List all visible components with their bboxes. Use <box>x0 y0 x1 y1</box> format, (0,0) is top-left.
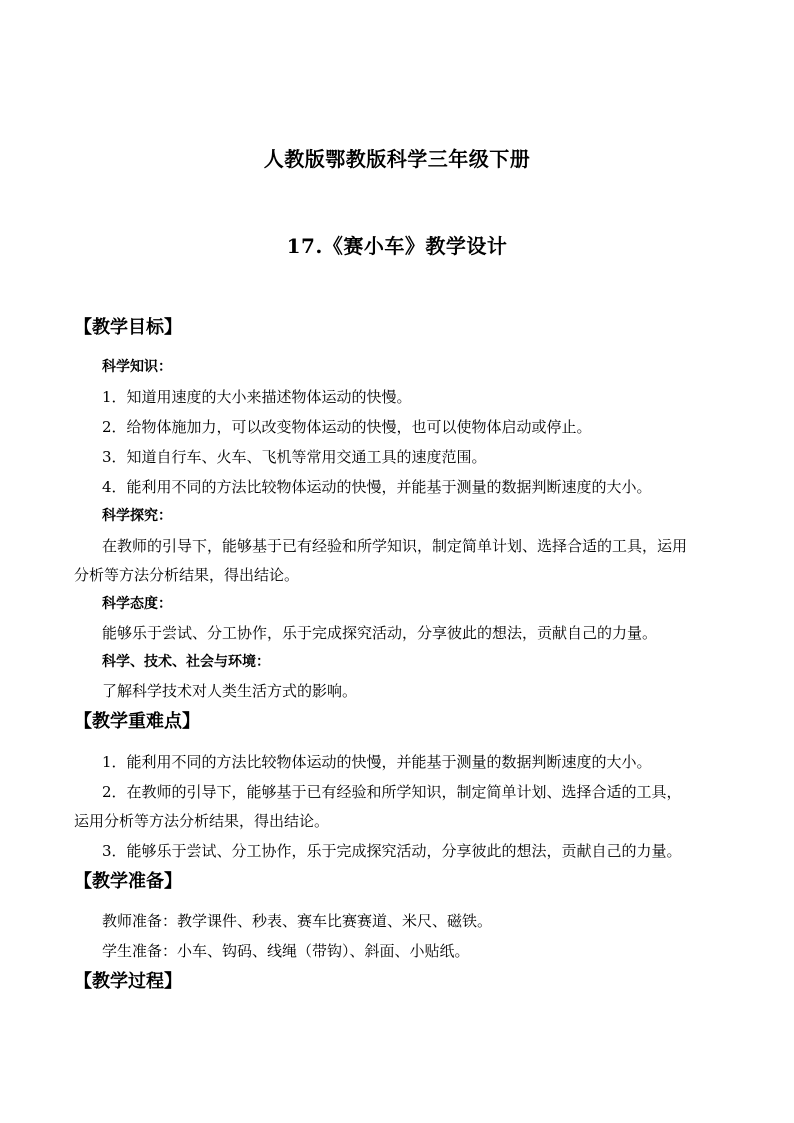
knowledge-item: 3．知道自行车、火车、飞机等常用交通工具的速度范围。 <box>102 448 487 466</box>
section-heading-key-points: 【教学重难点】 <box>74 711 200 732</box>
key-point-item: 1．能利用不同的方法比较物体运动的快慢，并能基于测量的数据判断速度的大小。 <box>102 753 652 771</box>
document-title: 人教版鄂教版科学三年级下册 <box>263 147 531 171</box>
teacher-preparation: 教师准备：教学课件、秒表、赛车比赛赛道、米尺、磁铁。 <box>102 912 493 930</box>
subheading-attitude: 科学态度： <box>102 596 172 612</box>
key-point-item-continued: 运用分析等方法分析结果，得出结论。 <box>74 812 330 830</box>
knowledge-item: 2．给物体施加力，可以改变物体运动的快慢，也可以使物体启动或停止。 <box>102 418 592 436</box>
inquiry-text-continued: 分析等方法分析结果，得出结论。 <box>74 566 300 584</box>
key-point-item: 2．在教师的引导下，能够基于已有经验和所学知识，制定简单计划、选择合适的工具， <box>102 783 682 801</box>
attitude-text: 能够乐于尝试、分工协作，乐于完成探究活动，分享彼此的想法，贡献自己的力量。 <box>102 624 658 642</box>
section-heading-process: 【教学过程】 <box>74 971 182 992</box>
knowledge-item: 1．知道用速度的大小来描述物体运动的快慢。 <box>102 388 412 406</box>
subheading-knowledge: 科学知识： <box>102 359 172 375</box>
subheading-stse: 科学、技术、社会与环境： <box>102 654 270 670</box>
student-preparation: 学生准备：小车、钩码、线绳（带钩）、斜面、小贴纸。 <box>102 942 470 960</box>
knowledge-item: 4．能利用不同的方法比较物体运动的快慢，并能基于测量的数据判断速度的大小。 <box>102 478 652 496</box>
inquiry-text: 在教师的引导下，能够基于已有经验和所学知识，制定简单计划、选择合适的工具，运用 <box>102 537 688 555</box>
section-heading-objectives: 【教学目标】 <box>74 317 182 338</box>
key-point-item: 3．能够乐于尝试、分工协作，乐于完成探究活动，分享彼此的想法，贡献自己的力量。 <box>102 842 682 860</box>
stse-text: 了解科学技术对人类生活方式的影响。 <box>102 682 358 700</box>
subheading-inquiry: 科学探究： <box>102 508 172 524</box>
lesson-title: 17.《赛小车》教学设计 <box>286 234 508 258</box>
section-heading-preparation: 【教学准备】 <box>74 871 182 892</box>
